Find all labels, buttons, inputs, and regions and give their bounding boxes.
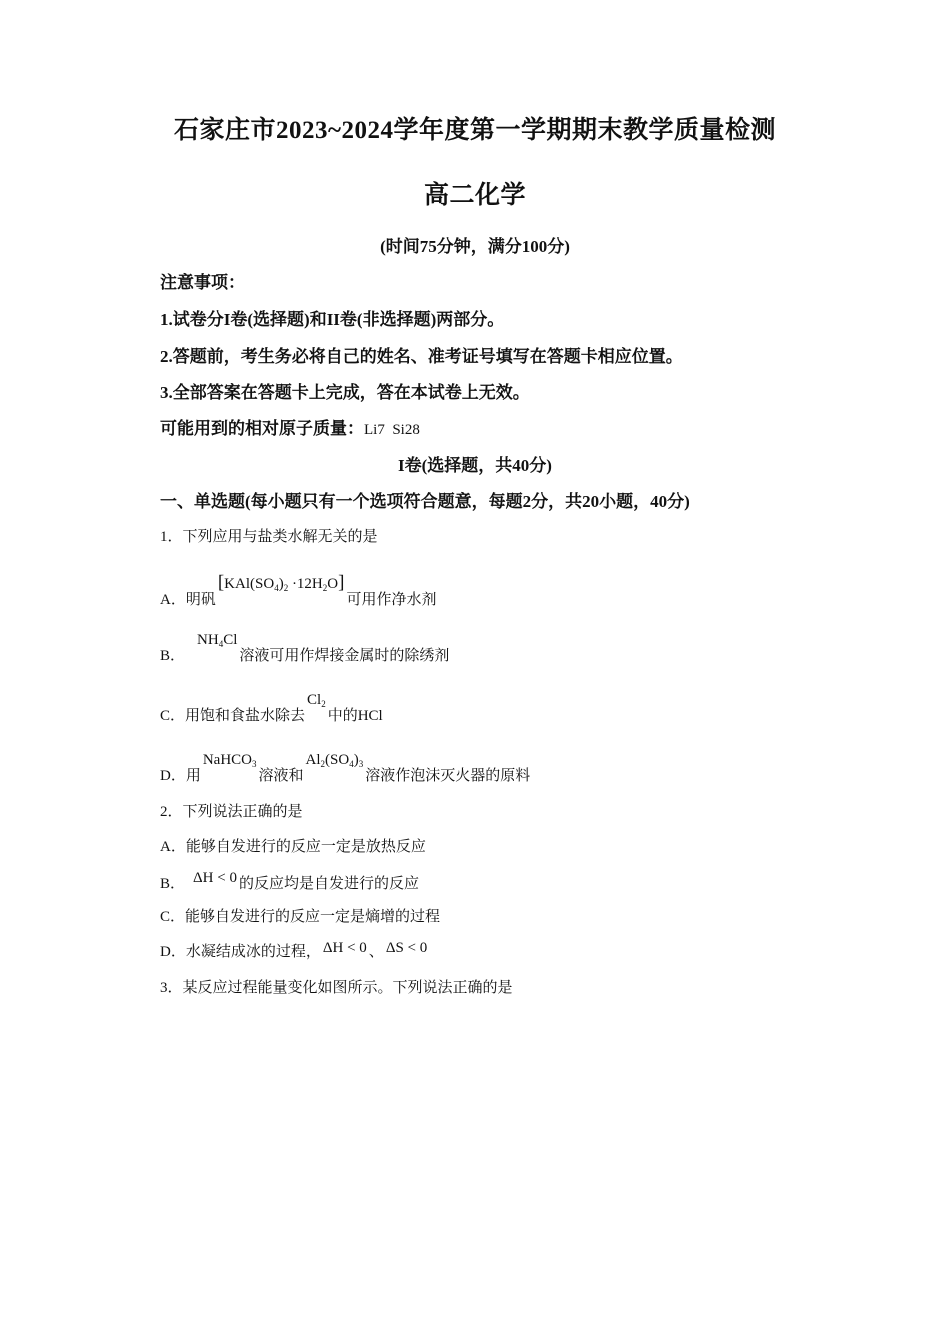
sodium-bicarbonate-formula: NaHCO$_3$	[202, 752, 257, 769]
option-text: 可用作净水剂	[346, 592, 437, 608]
option-label: B．	[160, 648, 186, 664]
enthalpy-formula: ΔH < 0	[322, 940, 367, 956]
question-1-stem: 1．下列应用与盐类水解无关的是	[160, 529, 378, 545]
question-1-option-d	[160, 752, 530, 785]
question-2-option-d	[160, 940, 429, 961]
option-label: A．明矾	[160, 592, 216, 608]
entropy-formula: ΔS < 0	[385, 940, 428, 956]
notes-heading: 注意事项：	[160, 273, 245, 292]
option-label: C．用饱和食盐水除去	[160, 708, 306, 724]
option-label: D．用	[160, 768, 201, 784]
option-text-mid: 溶液和	[258, 768, 304, 784]
option-text: 溶液作泡沫灭火器的原料	[365, 768, 531, 784]
alum-formula: $[KAl(SO_4)_2 \cdot 12H_2O]$	[217, 572, 345, 593]
option-text: 的反应均是自发进行的反应	[238, 876, 419, 892]
question-3-stem: 3．某反应过程能量变化如图所示。下列说法正确的是	[160, 980, 513, 996]
subject-title: 高二化学	[423, 182, 526, 209]
volume-title: I卷(选择题，共40分)	[398, 456, 552, 475]
question-1-option-c	[160, 692, 383, 725]
question-1-option-a	[160, 572, 436, 609]
question-2-option-c: C．能够自发进行的反应一定是熵增的过程	[160, 909, 441, 925]
question-2-option-b	[160, 870, 419, 893]
atomic-mass-line	[160, 414, 420, 439]
atomic-mass-values: Li7 Si28	[364, 422, 420, 438]
note-item-1: 1.试卷分I卷(选择题)和II卷(非选择题)两部分。	[160, 310, 505, 329]
question-2-option-a: A．能够自发进行的反应一定是放热反应	[160, 839, 426, 855]
option-text: 溶液可用作焊接金属时的除绣剂	[239, 648, 450, 664]
aluminium-sulfate-formula: $Al_2(SO_4)_3$	[305, 752, 364, 769]
part-title: 一、单选题(每小题只有一个选项符合题意，每题2分，共20小题，40分)	[160, 492, 690, 511]
ammonium-chloride-formula: $NH_4Cl$	[197, 632, 238, 649]
question-1-option-b	[160, 632, 449, 665]
atomic-mass-label: 可能用到的相对原子质量：	[160, 419, 364, 438]
time-score-note: (时间75分钟，满分100分)	[380, 237, 570, 256]
option-label: D．水凝结成冰的过程，	[160, 944, 321, 960]
option-text-mid: 、	[368, 944, 384, 960]
option-label: B．	[160, 876, 186, 892]
option-text: 中的HCl	[327, 708, 383, 724]
note-item-2: 2.答题前，考生务必将自己的姓名、准考证号填写在答题卡相应位置。	[160, 347, 683, 366]
enthalpy-formula: ΔH < 0	[193, 870, 237, 886]
question-2-stem: 2．下列说法正确的是	[160, 804, 303, 820]
chlorine-formula: $Cl_2$	[307, 692, 326, 709]
exam-title: 石家庄市2023~2024学年度第一学期期末教学质量检测	[173, 117, 776, 144]
note-item-3: 3.全部答案在答题卡上完成，答在本试卷上无效。	[160, 383, 530, 402]
